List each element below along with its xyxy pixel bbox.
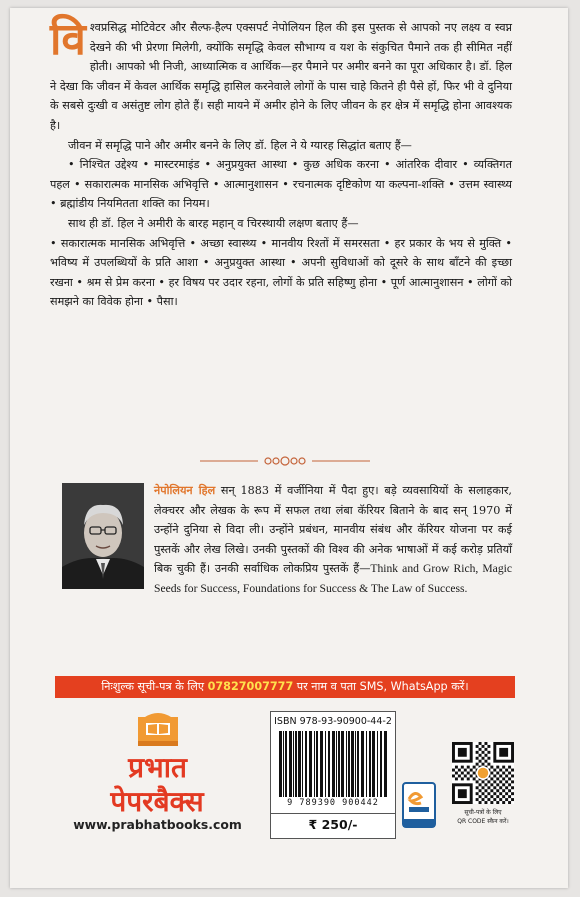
- principles-list: • निश्चित उद्देश्य • मास्टरमाइंड • अनुप्रयुक्त आस्था • कुछ अधिक करना • आंतरिक दीवार • व्यक्तिगत पहल • सकारात्मक मानसिक अभिवृत्ति • आत्मानुशासन • रचनात्मक दृष्टिकोण या कल्पना-शक्ति • उत्तम स्वास्थ्य • ब्रह्मांडीय नियमितता शक्ति का नियम।: [50, 158, 512, 211]
- banner-prefix: निःशुल्क सूची-पत्र के लिए: [101, 680, 208, 693]
- barcode-digits: 9 789390 900442: [287, 798, 379, 808]
- banner-suffix: पर नाम व पता SMS, WhatsApp करें।: [293, 680, 469, 693]
- author-bio: [62, 481, 512, 599]
- qr-note-line1: सूची-पत्रों के लिए: [464, 809, 502, 816]
- book-description: [50, 14, 512, 312]
- banner-phone: 07827007777: [207, 680, 294, 693]
- author-bio-text: सन् 1883 में वर्जीनिया में पैदा हुए। बड़े व्यवसायियों के सलाहकार, लेक्चरर और लेखक के रूप में सफल तथा लंबा कॅरियर बिताने के बाद सन् 1970 में उन्होंने दुनिया से विदा ली। उन्होंने प्रबंधन, मानवीय संबंध और कॅरियर योजना पर कई पुस्तकें और लेख लिखे। उनकी पुस्तकों की विश्व की अनेक भाषाओं में कई करोड़ प्रतियाँ बिक चुकी हैं। उनकी सर्वाधिक लोकप्रिय पुस्तकें हैं—: [154, 484, 512, 576]
- publisher-website[interactable]: www.prabhatbooks.com: [73, 817, 242, 832]
- description-text-1: श्वप्रसिद्ध मोटिवेटर और सैल्फ-हैल्प एक्सपर्ट नेपोलियन हिल की इस पुस्तक से आपको नए लक्ष्य व स्वप्न देखने की भी प्रेरणा मिलेगी, क्योंकि समृद्धि केवल सौभाग्य व यश के संकुचित पैमाने तक ही सीमित नहीं होती। आपको भी निजी, आध्यात्मिक व आर्थिक—हर पैमाने पर अमीर बनने का पूरा अधिकार है। डॉ. हिल ने देखा कि जीवन में केवल आर्थिक समृद्धि हासिल करनेवाले लोगों के पास चाहे कितने ही पैसे हों, फिर भी वे दुनिया के सबसे दुःखी व असंतुष्ट लोग होते हैं। सही मायने में अमीर होने के लिए जीवन के हर क्षेत्र में समृद्धि होना आवश्यक है।: [50, 21, 512, 132]
- qr-note: [441, 808, 525, 826]
- author-books: Think and Grow Rich, Magic Seeds for Success, Foundations for Success & The Law of Success.: [154, 562, 512, 595]
- author-name: नेपोलियन हिल: [154, 483, 216, 497]
- publisher-logo-icon: [133, 711, 183, 749]
- dropcap: वि: [50, 14, 86, 65]
- publisher-name-line2: पेपरबैक्स: [110, 785, 204, 818]
- barcode: [277, 731, 389, 797]
- catalogue-banner: [55, 676, 515, 698]
- ornament-divider: [200, 452, 370, 470]
- publisher-name-line1: प्रभात: [128, 751, 187, 784]
- traits-list: • सकारात्मक मानसिक अभिवृत्ति • अच्छा स्वास्थ्य • मानवीय रिश्तों में समरसता • हर प्रकार के भय से मुक्ति • भविष्य में उपलब्धियों के प्रति आशा • अनुप्रयुक्त आस्था • अपनी सुविधाओं को दूसरे के साथ बाँटने की इच्छा रखना • श्रम से प्रेम करना • हर विषय पर उदार रहना, लोगों के प्रति सहिष्णु होना • पूर्ण आत्मानुशासन • लोगों को समझने का विवेक होना • पैसा।: [50, 236, 512, 309]
- description-paragraph-2: जीवन में समृद्धि पाने और अमीर बनने के लिए डॉ. हिल ने ये ग्यारह सिद्धांत बताए हैं—: [68, 138, 412, 152]
- barcode-box: [270, 711, 396, 839]
- price-label: ₹ 250/-: [271, 813, 395, 832]
- description-paragraph-1: [50, 14, 512, 136]
- qr-code: [452, 742, 514, 804]
- ebook-icon: [401, 781, 437, 829]
- isbn-text: ISBN 978-93-90900-44-2: [274, 716, 392, 727]
- qr-note-line2: QR CODE स्कैन करें।: [457, 818, 509, 825]
- description-paragraph-4: साथ ही डॉ. हिल ने अमीरी के बारह महान् व चिरस्थायी लक्षण बताए हैं—: [68, 216, 359, 230]
